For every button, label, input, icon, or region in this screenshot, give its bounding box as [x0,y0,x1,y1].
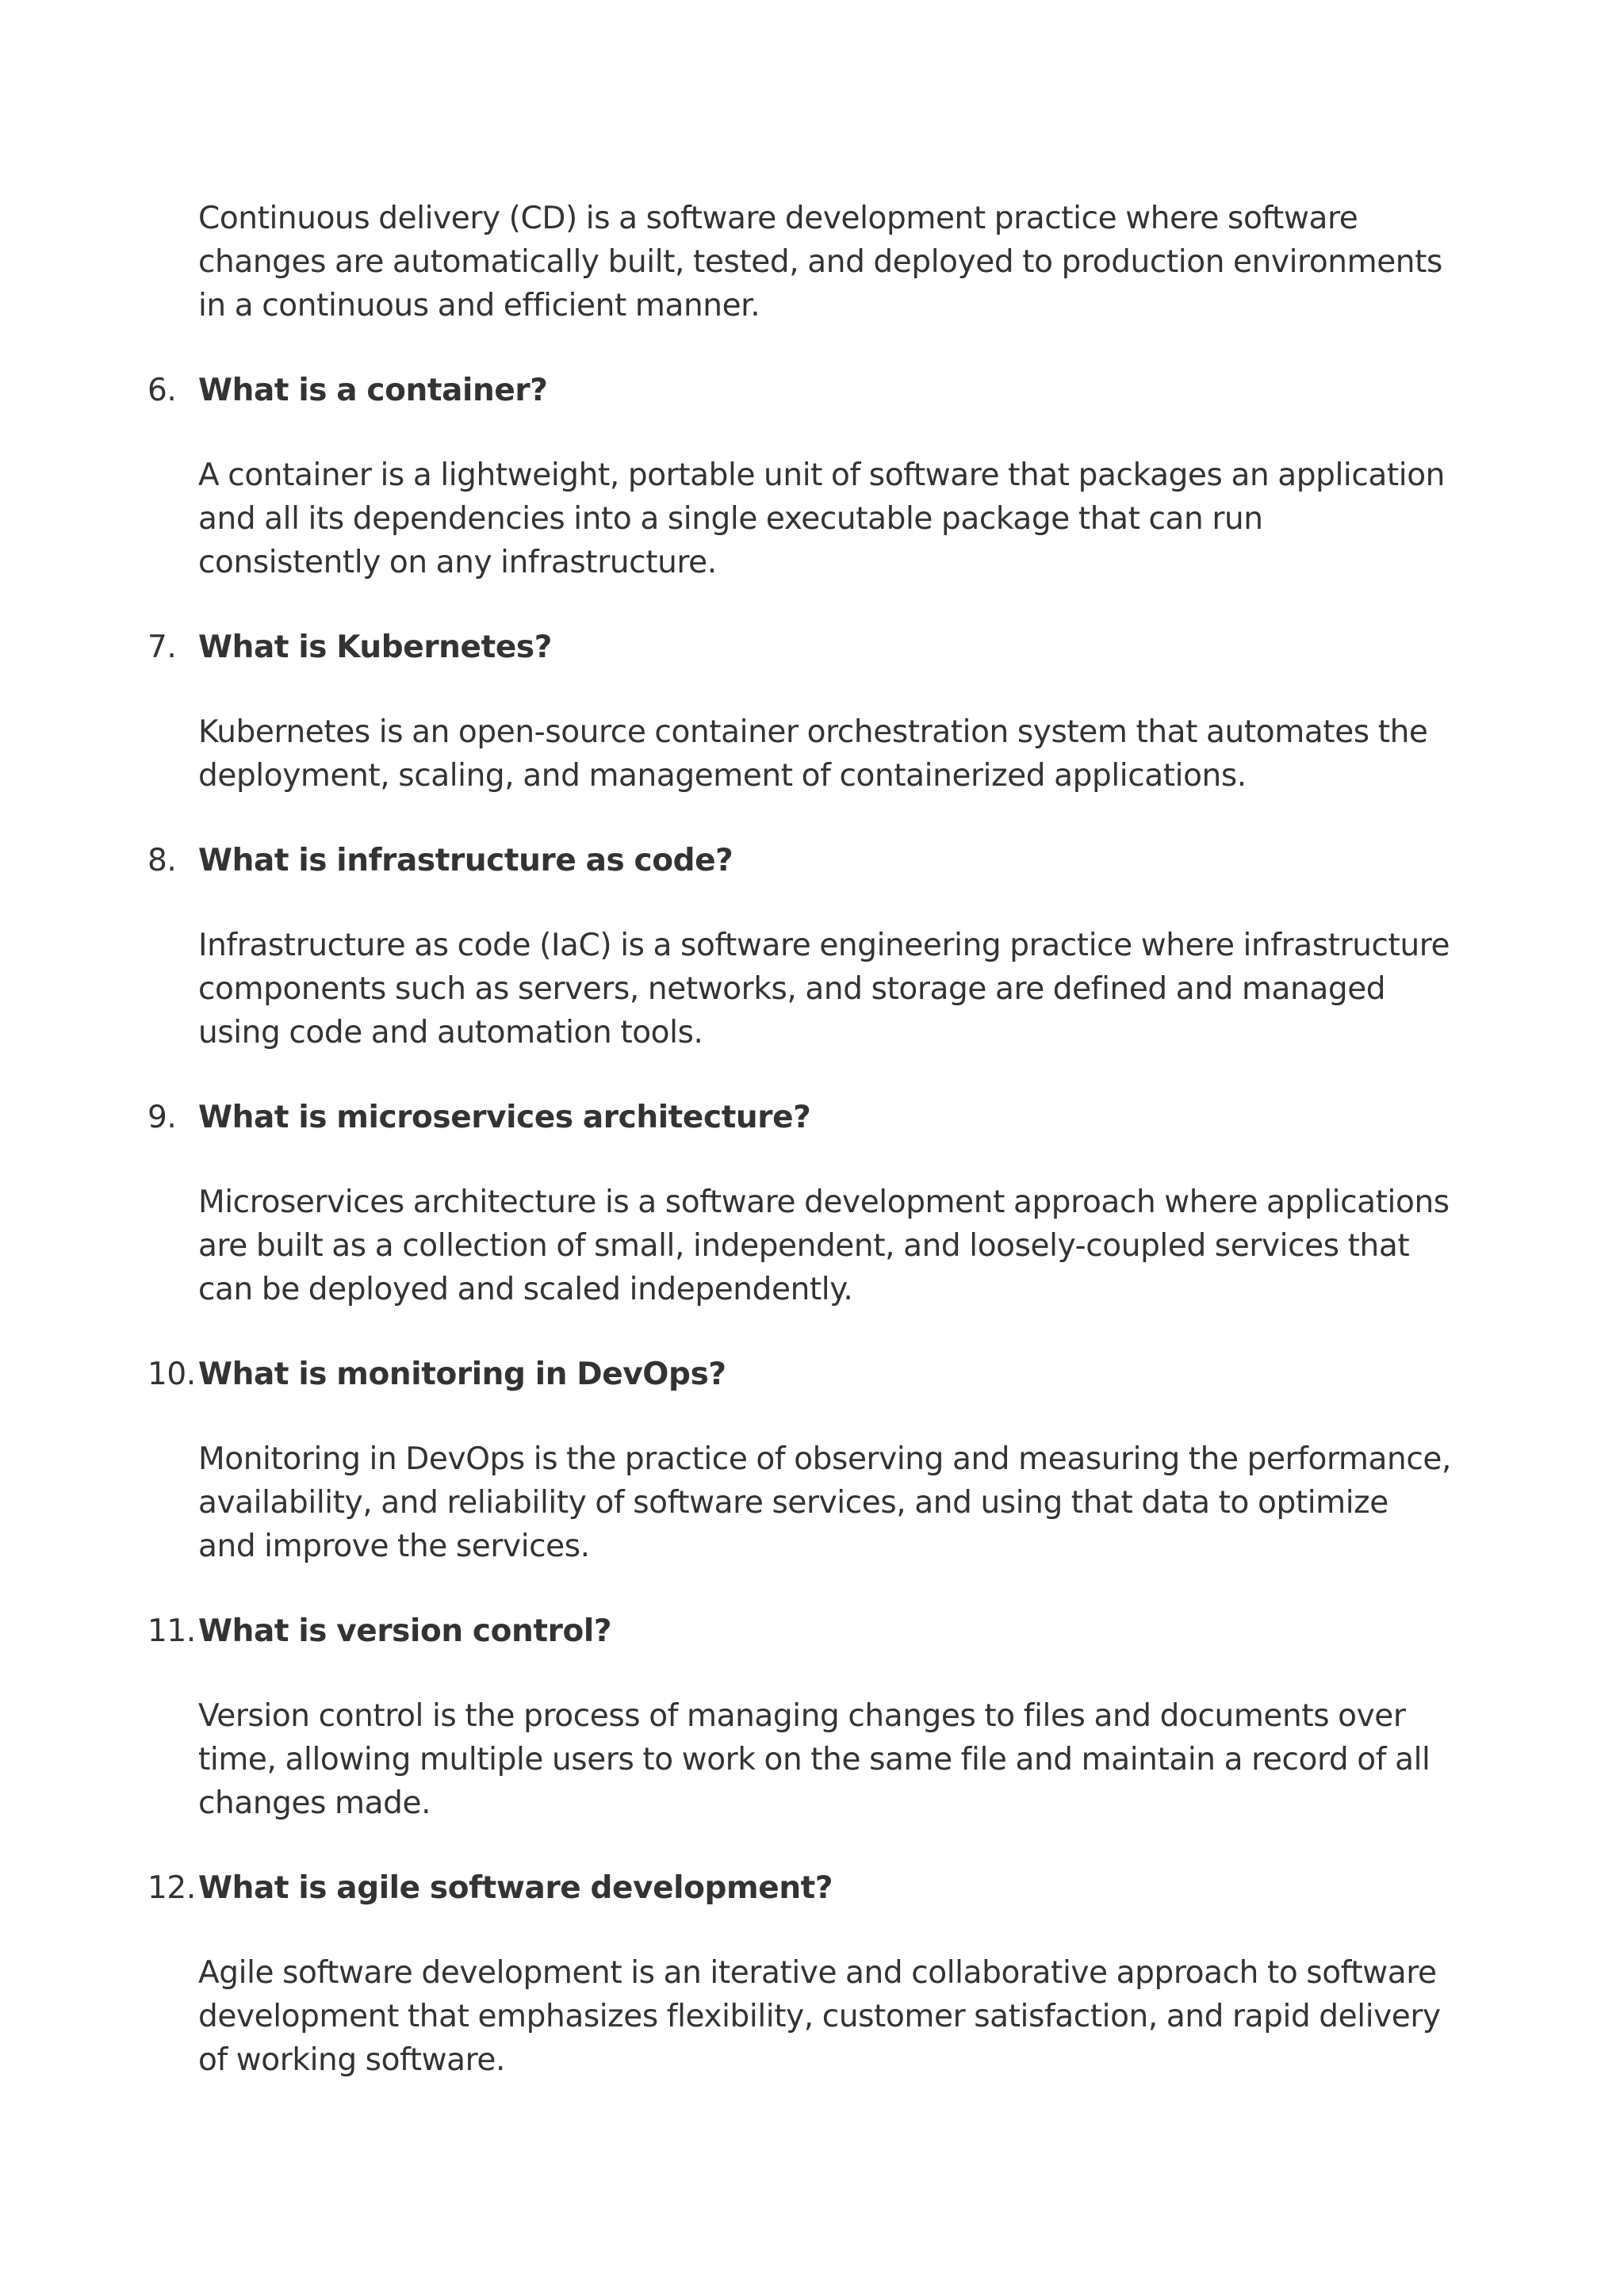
question-text: What is Kubernetes? [198,629,552,665]
question-text: What is infrastructure as code? [198,843,733,878]
item-number: 8. [147,843,177,878]
question-text: What is version control? [198,1613,612,1649]
answer-paragraph: Agile software development is an iterative and collaborative approach to software development that emphasizes flexibility, customer satisfaction, and rapid delivery of working software. [198,1955,1441,2078]
question-text: What is a container? [198,373,548,408]
answer-paragraph: Microservices architecture is a software development approach where applications are built as a collection of small, independent, and loosely-coupled services that can be deployed and scaled independently. [198,1184,1450,1307]
question-text: What is agile software development? [198,1870,833,1906]
list-item [147,1609,1451,1825]
item-number: 10. [147,1357,196,1392]
intro-paragraph: Continuous delivery (CD) is a software development practice where software changes are automatically built, tested, and deployed to production environments in a continuous and efficient manner. [198,201,1442,323]
question-heading [147,1353,1451,1396]
document-content [147,197,1451,2082]
answer-paragraph: Version control is the process of managing changes to files and documents over time, allowing multiple users to work on the same file and maintain a record of all changes made. [198,1698,1431,1821]
answer-paragraph: Monitoring in DevOps is the practice of observing and measuring the performance, availability, and reliability of software services, and using that data to optimize and improve the services. [198,1441,1451,1564]
list-item [147,1353,1451,1568]
question-text: What is monitoring in DevOps? [198,1357,726,1392]
list-item [147,1096,1451,1311]
answer-paragraph: Kubernetes is an open-source container orchestration system that automates the deployment, scaling, and management of containerized applications. [198,714,1428,794]
item-number: 7. [147,629,177,665]
list-item [147,369,1451,584]
question-heading [147,839,1451,882]
answer-paragraph: Infrastructure as code (IaC) is a software engineering practice where infrastructure components such as servers, networks, and storage are defined and managed using code and automation tools. [198,928,1450,1050]
item-number: 12. [147,1870,196,1906]
list-item [147,1866,1451,2082]
question-heading [147,626,1451,669]
item-number: 6. [147,373,177,408]
question-heading [147,1096,1451,1139]
list-item [147,839,1451,1054]
question-heading [147,1866,1451,1910]
question-heading [147,369,1451,412]
question-heading [147,1609,1451,1653]
item-number: 9. [147,1100,177,1135]
list-item [147,626,1451,798]
item-number: 11. [147,1613,196,1649]
answer-paragraph: A container is a lightweight, portable unit of software that packages an application and all its dependencies into a single executable package that can run consistently on any infrastructure. [198,457,1445,580]
question-text: What is microservices architecture? [198,1100,811,1135]
